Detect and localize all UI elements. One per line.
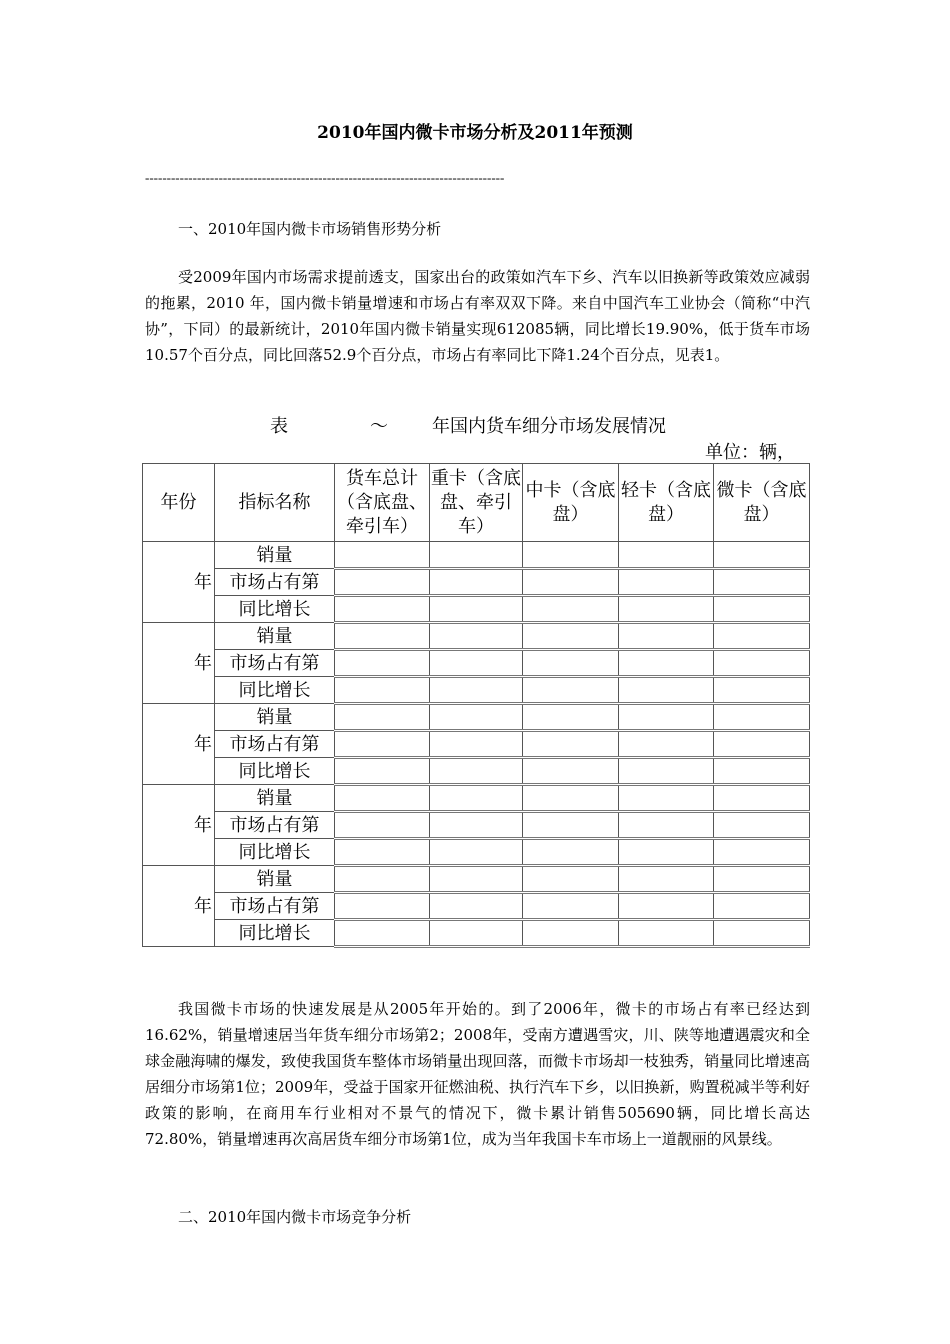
indicator-cell: 同比增长 — [215, 839, 335, 866]
header-mini-truck: 微卡（含底盘） — [714, 464, 810, 542]
value-cell — [430, 812, 523, 839]
year-cell: 年 — [143, 866, 215, 947]
value-cell — [714, 866, 810, 893]
indicator-cell: 同比增长 — [215, 677, 335, 704]
value-cell — [523, 731, 619, 758]
value-cell — [335, 677, 430, 704]
indicator-cell: 销量 — [215, 623, 335, 650]
value-cell — [714, 569, 810, 596]
value-cell — [430, 596, 523, 623]
indicator-cell: 市场占有第 — [215, 569, 335, 596]
header-heavy-truck: 重卡（含底盘、牵引车） — [430, 464, 523, 542]
separator-rule: ----------------------------------------------------------------------------------- — [145, 170, 505, 185]
year-cell: 年 — [143, 542, 215, 623]
value-cell — [714, 704, 810, 731]
year-cell: 年 — [143, 704, 215, 785]
value-cell — [619, 677, 714, 704]
value-cell — [430, 677, 523, 704]
header-year: 年份 — [143, 464, 215, 542]
table-row — [143, 920, 810, 947]
document-title: 2010年国内微卡市场分析及2011年预测 — [317, 123, 633, 143]
table-caption-tilde: ～ — [370, 416, 388, 437]
value-cell — [430, 650, 523, 677]
value-cell — [523, 704, 619, 731]
value-cell — [335, 785, 430, 812]
value-cell — [714, 839, 810, 866]
value-cell — [430, 542, 523, 569]
value-cell — [335, 866, 430, 893]
indicator-cell: 同比增长 — [215, 596, 335, 623]
value-cell — [619, 569, 714, 596]
table-row — [143, 677, 810, 704]
value-cell — [619, 866, 714, 893]
value-cell — [430, 569, 523, 596]
value-cell — [335, 569, 430, 596]
value-cell — [619, 758, 714, 785]
value-cell — [619, 596, 714, 623]
table-row — [143, 569, 810, 596]
value-cell — [335, 542, 430, 569]
value-cell — [523, 623, 619, 650]
value-cell — [619, 785, 714, 812]
value-cell — [335, 839, 430, 866]
table-row — [143, 866, 810, 893]
table-row — [143, 812, 810, 839]
table-caption-label: 表 — [270, 416, 288, 437]
indicator-cell: 销量 — [215, 785, 335, 812]
table-row — [143, 893, 810, 920]
value-cell — [523, 596, 619, 623]
table-row — [143, 596, 810, 623]
table-row — [143, 542, 810, 569]
value-cell — [714, 596, 810, 623]
indicator-cell: 销量 — [215, 866, 335, 893]
table-row — [143, 623, 810, 650]
value-cell — [619, 920, 714, 947]
table-row — [143, 650, 810, 677]
value-cell — [430, 704, 523, 731]
value-cell — [335, 758, 430, 785]
value-cell — [335, 731, 430, 758]
value-cell — [523, 866, 619, 893]
value-cell — [335, 812, 430, 839]
value-cell — [619, 839, 714, 866]
value-cell — [619, 704, 714, 731]
value-cell — [714, 650, 810, 677]
year-cell: 年 — [143, 623, 215, 704]
indicator-cell: 市场占有第 — [215, 731, 335, 758]
indicator-cell: 销量 — [215, 542, 335, 569]
value-cell — [714, 920, 810, 947]
header-truck-total: 货车总计（含底盘、牵引车） — [335, 464, 430, 542]
table-row — [143, 785, 810, 812]
value-cell — [335, 920, 430, 947]
value-cell — [619, 731, 714, 758]
truck-market-table — [142, 463, 810, 948]
table-unit: 单位：辆， — [705, 442, 795, 463]
value-cell — [714, 731, 810, 758]
header-indicator: 指标名称 — [215, 464, 335, 542]
value-cell — [523, 758, 619, 785]
value-cell — [430, 623, 523, 650]
value-cell — [714, 812, 810, 839]
value-cell — [619, 623, 714, 650]
value-cell — [335, 623, 430, 650]
value-cell — [335, 893, 430, 920]
table-row — [143, 758, 810, 785]
value-cell — [430, 731, 523, 758]
value-cell — [523, 920, 619, 947]
value-cell — [335, 650, 430, 677]
value-cell — [430, 893, 523, 920]
value-cell — [619, 650, 714, 677]
value-cell — [430, 866, 523, 893]
value-cell — [714, 677, 810, 704]
value-cell — [714, 785, 810, 812]
year-cell: 年 — [143, 785, 215, 866]
value-cell — [714, 758, 810, 785]
value-cell — [619, 812, 714, 839]
section-heading-2: 二、2010年国内微卡市场竞争分析 — [178, 1208, 412, 1226]
indicator-cell: 市场占有第 — [215, 812, 335, 839]
value-cell — [619, 893, 714, 920]
indicator-cell: 市场占有第 — [215, 650, 335, 677]
value-cell — [523, 677, 619, 704]
table-row — [143, 839, 810, 866]
value-cell — [714, 542, 810, 569]
value-cell — [714, 893, 810, 920]
indicator-cell: 销量 — [215, 704, 335, 731]
value-cell — [430, 839, 523, 866]
paragraph-2: 我国微卡市场的快速发展是从2005年开始的。到了2006年，微卡的市场占有率已经达到16.62%，销量增速居当年货车细分市场第2；2008年，受南方遭遇雪灾，川、陕等地遭遇震灾和全球金融海啸的爆发，致使我国货车整体市场销量出现回落，而微卡市场却一枝独秀，销量同比增速高居细分市场第1位；2009年，受益于国家开征燃油税、执行汽车下乡，以旧换新，购置税减半等利好政策的影响，在商用车行业相对不景气的情况下，微卡累计销售505690辆，同比增长高达72.80%，销量增速再次高居货车细分市场第1位，成为当年我国卡车市场上一道靓丽的风景线。 — [145, 1000, 810, 1148]
table-row — [143, 731, 810, 758]
header-light-truck: 轻卡（含底盘） — [619, 464, 714, 542]
value-cell — [523, 893, 619, 920]
value-cell — [335, 704, 430, 731]
value-cell — [523, 812, 619, 839]
value-cell — [523, 839, 619, 866]
indicator-cell: 同比增长 — [215, 920, 335, 947]
value-cell — [523, 785, 619, 812]
value-cell — [523, 650, 619, 677]
indicator-cell: 同比增长 — [215, 758, 335, 785]
value-cell — [523, 569, 619, 596]
value-cell — [523, 542, 619, 569]
section-heading-1: 一、2010年国内微卡市场销售形势分析 — [178, 220, 442, 238]
value-cell — [335, 596, 430, 623]
value-cell — [619, 542, 714, 569]
table-row — [143, 704, 810, 731]
value-cell — [430, 920, 523, 947]
table-caption-title: 年国内货车细分市场发展情况 — [432, 416, 666, 437]
indicator-cell: 市场占有第 — [215, 893, 335, 920]
paragraph-1: 受2009年国内市场需求提前透支，国家出台的政策如汽车下乡、汽车以旧换新等政策效应减弱的拖累，2010 年，国内微卡销量增速和市场占有率双双下降。来自中国汽车工业协会（简称“中汽协”，下同）的最新统计，2010年国内微卡销量实现612085辆，同比增长19.90%，低于货车市场10.57个百分点，同比回落52.9个百分点，市场占有率同比下降1.24个百分点，见表1。 — [145, 268, 810, 364]
value-cell — [430, 758, 523, 785]
value-cell — [430, 785, 523, 812]
table-header-row — [143, 464, 810, 542]
header-medium-truck: 中卡（含底盘） — [523, 464, 619, 542]
value-cell — [714, 623, 810, 650]
